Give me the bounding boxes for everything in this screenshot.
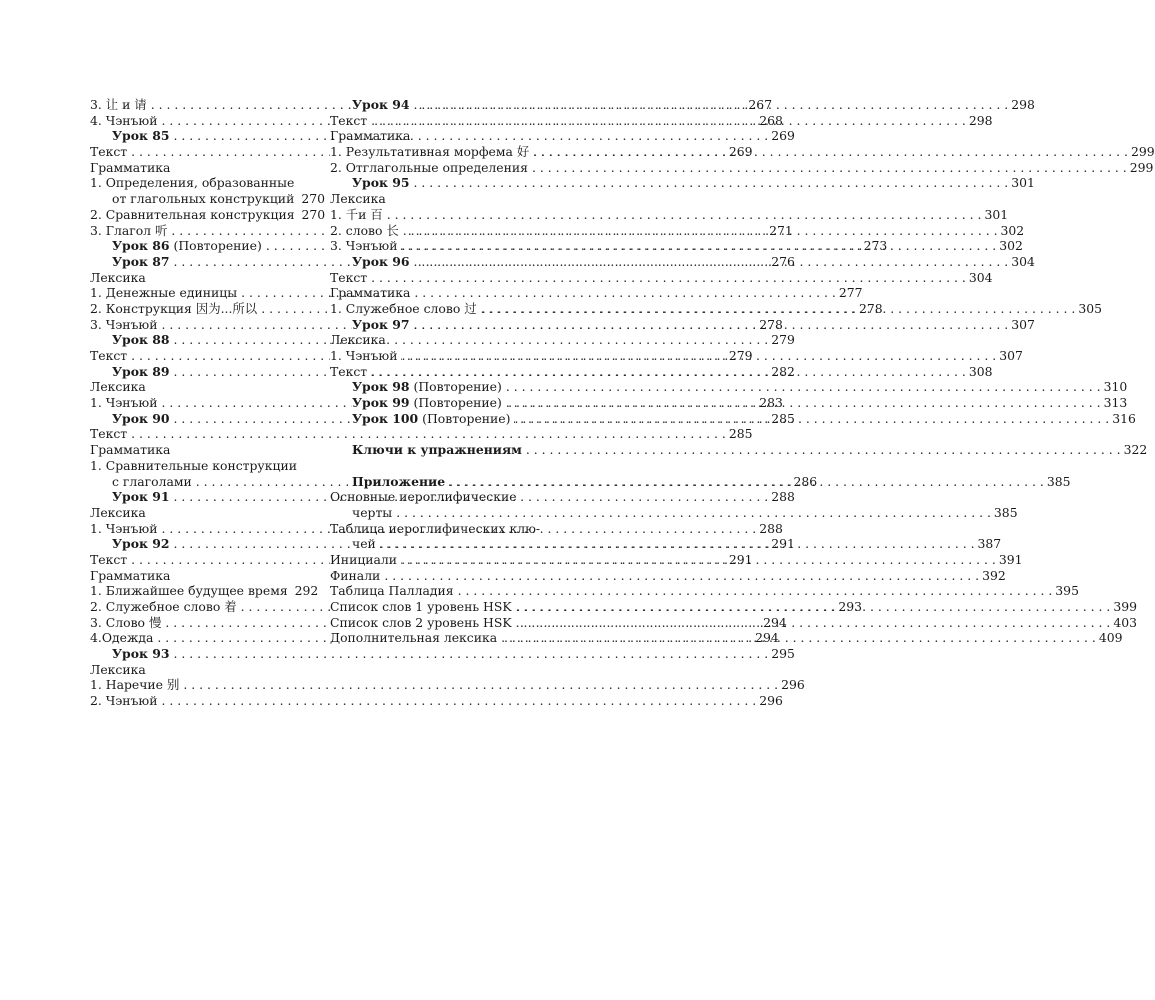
toc-entry-label: Урок 87 <box>112 254 174 270</box>
toc-entry-page-number: 278 <box>756 317 783 333</box>
toc-entry-label: Текст <box>90 426 131 442</box>
toc-entry-label: 1. 千и 百 <box>330 207 387 223</box>
toc-entry-page-number: 276 <box>768 254 795 270</box>
dot-leader <box>501 630 1096 646</box>
toc-entry-label: 1. Наречие 别 <box>90 677 183 693</box>
toc-entry-label: Список слов 2 уровень HSK <box>330 615 516 631</box>
toc-entry-label: Таблица иероглифических клю- <box>330 520 541 536</box>
dot-leader <box>371 113 966 129</box>
toc-entry <box>330 191 568 207</box>
toc-entry-label: Урок 100 <box>352 411 422 427</box>
toc-entry-page-number: 313 <box>1101 395 1128 411</box>
toc-entry-label: Урок 91 <box>112 489 174 505</box>
toc-entry <box>330 489 568 505</box>
toc-entry-page-number: 298 <box>966 113 993 129</box>
toc-entry-label: Таблица Палладия <box>330 583 458 599</box>
toc-entry-page-number: 292 <box>292 583 319 599</box>
toc-entry-page-number: 291 <box>768 536 795 552</box>
toc-entry <box>90 568 302 584</box>
dot-leader <box>401 238 996 254</box>
toc-entry-label: Лексика <box>330 332 386 348</box>
toc-entry-label: черты <box>352 505 396 521</box>
toc-entry-page-number: 270 <box>299 207 326 223</box>
toc-entry <box>90 693 783 709</box>
toc-entry-page-number: 385 <box>991 505 1018 521</box>
toc-entry-label: Лексика <box>90 661 146 677</box>
dot-leader <box>387 207 982 223</box>
toc-entry-label: Урок 92 <box>112 536 174 552</box>
toc-entry-label: Урок 97 <box>352 317 414 333</box>
toc-entry <box>90 191 325 207</box>
toc-entry <box>90 583 319 599</box>
dot-leader <box>516 615 1111 631</box>
dot-leader <box>371 270 966 286</box>
toc-entry <box>90 442 302 458</box>
dot-leader <box>481 301 1076 317</box>
toc-entry-label: с глаголами <box>112 474 196 490</box>
toc-entry <box>330 285 568 301</box>
toc-entry-page-number: 298 <box>1008 97 1035 113</box>
toc-entry <box>330 567 1006 584</box>
toc-entry-label: Урок 89 <box>112 364 174 380</box>
toc-entry-label: 1. Результативная морфема 好 <box>330 144 533 160</box>
toc-entry-suffix: (Повторение) <box>414 395 506 411</box>
toc-entry-label: 1. Сравнительные конструкции <box>90 457 297 473</box>
toc-entry-page-number: 299 <box>1127 160 1154 176</box>
toc-entry-page-number: 269 <box>768 128 795 144</box>
toc-entry-page-number: 301 <box>1008 175 1035 191</box>
toc-entry <box>330 159 1154 176</box>
toc-entry-label: 2. Чэнъюй <box>90 693 161 709</box>
toc-entry-label: Текст <box>330 270 371 286</box>
toc-entry-page-number: 285 <box>726 426 753 442</box>
toc-entry-label: 3. Чэнъюй <box>330 238 401 254</box>
toc-entry-label: 3. Чэнъюй <box>90 317 161 333</box>
toc-entry-page-number: 267 <box>745 97 772 113</box>
dot-leader <box>401 552 996 568</box>
dot-leader <box>380 536 975 552</box>
dot-leader <box>414 254 1009 270</box>
toc-entry <box>90 175 302 191</box>
toc-entry-page-number: 269 <box>726 144 753 160</box>
toc-entry <box>90 662 302 678</box>
toc-entry-page-number: 307 <box>996 348 1023 364</box>
toc-entry <box>330 128 568 144</box>
dot-leader <box>532 160 1127 176</box>
dot-leader <box>414 317 1009 333</box>
dot-leader <box>183 677 778 693</box>
toc-entry-label: 4. Чэнъюй <box>90 113 161 129</box>
dot-leader <box>414 97 1009 113</box>
toc-entry-page-number: 294 <box>752 630 779 646</box>
toc-entry <box>90 646 795 662</box>
toc-entry-label: Грамматика <box>90 442 171 458</box>
toc-entry-page-number: 283 <box>756 395 783 411</box>
dot-leader <box>506 379 1101 395</box>
toc-entry-page-number: 294 <box>760 615 787 631</box>
toc-entry-label: Финали <box>330 568 384 584</box>
toc-entry-page-number: 271 <box>766 223 793 239</box>
toc-entry-page-number: 316 <box>1109 411 1136 427</box>
toc-entry <box>90 270 302 286</box>
toc-entry-label: Приложение <box>352 474 449 490</box>
toc-entry-page-number: 304 <box>1008 254 1035 270</box>
toc-entry <box>330 504 1018 521</box>
toc-entry-page-number: 291 <box>726 552 753 568</box>
toc-entry-page-number: 278 <box>856 301 883 317</box>
toc-entry-suffix: (Повторение) <box>174 238 266 254</box>
dot-leader <box>371 364 966 380</box>
toc-entry-label: 1. Ближайшее будущее время <box>90 583 292 599</box>
toc-entry-page-number: 293 <box>835 599 862 615</box>
toc-entry-page-number: 409 <box>1096 630 1123 646</box>
toc-entry-label: 2. Служебное слово 着 <box>90 599 241 615</box>
toc-spacer <box>330 458 568 474</box>
toc-entry <box>90 206 326 223</box>
toc-entry-label: Лексика <box>330 191 386 207</box>
toc-entry-label: Текст <box>330 113 371 129</box>
dot-leader <box>533 144 1128 160</box>
toc-entry <box>330 583 1079 599</box>
toc-entry-page-number: 391 <box>996 552 1023 568</box>
dot-leader <box>161 693 756 709</box>
toc-entry-page-number: 288 <box>768 489 795 505</box>
toc-entry-page-number: 299 <box>1128 144 1155 160</box>
dot-leader <box>414 175 1009 191</box>
toc-entry-label: Лексика <box>90 269 146 285</box>
toc-entry-label: Грамматика <box>330 128 411 144</box>
toc-entry-page-number: 302 <box>998 223 1025 239</box>
toc-entry <box>330 206 1009 223</box>
dot-leader <box>384 568 979 584</box>
toc-entry-label: 1. Денежные единицы <box>90 285 241 301</box>
toc-entry-label: Урок 86 <box>112 238 174 254</box>
toc-entry <box>90 677 805 693</box>
toc-entry-label: Текст <box>90 552 131 568</box>
toc-entry <box>330 175 1035 191</box>
toc-entry-label: Список слов 1 уровень HSK <box>330 599 516 615</box>
toc-entry-page-number: 270 <box>298 191 325 207</box>
toc-entry-page-number: 273 <box>861 238 888 254</box>
toc-entry-page-number: 282 <box>768 364 795 380</box>
toc-entry-page-number: 322 <box>1121 442 1148 458</box>
toc-entry-label: Урок 99 <box>352 395 414 411</box>
dot-leader <box>516 599 1111 615</box>
toc-entry-suffix: (Повторение) <box>414 379 506 395</box>
toc-entry <box>90 426 753 442</box>
toc-entry-label: 2. Отглагольные определения <box>330 160 532 176</box>
toc-entry-page-number: 296 <box>778 677 805 693</box>
toc-entry-label: 4.Одежда <box>90 630 157 646</box>
toc-entry-label: 1. Определения, образованные <box>90 175 295 191</box>
toc-entry-page-number: 302 <box>996 238 1023 254</box>
toc-entry-suffix: (Повторение) <box>422 411 514 427</box>
dot-leader <box>401 348 996 364</box>
toc-entry-page-number: 399 <box>1110 599 1137 615</box>
toc-entry-label: Основные иероглифические <box>330 489 517 505</box>
toc-entry-page-number: 286 <box>790 474 817 490</box>
toc-entry <box>90 160 302 176</box>
toc-entry-page-number: 308 <box>966 364 993 380</box>
toc-entry-label: 2. Конструкция 因为...所以 <box>90 301 261 317</box>
toc-entry-page-number: 403 <box>1110 615 1137 631</box>
toc-entry-label: Грамматика <box>90 159 171 175</box>
toc-entry-page-number: 307 <box>1008 317 1035 333</box>
toc-entry <box>330 442 1148 458</box>
toc-entry-label: 3. Слово 慢 <box>90 615 165 631</box>
toc-entry-label: Грамматика <box>330 285 411 301</box>
toc-entry-label: Дополнительная лексика <box>330 630 501 646</box>
toc-entry-label: Урок 98 <box>352 379 414 395</box>
toc-entry <box>90 458 302 474</box>
toc-entry <box>330 332 568 348</box>
toc-entry-page-number: 295 <box>768 646 795 662</box>
toc-entry-page-number: 395 <box>1052 583 1079 599</box>
toc-entry-label: Урок 85 <box>112 128 174 144</box>
dot-leader <box>514 411 1109 427</box>
toc-entry-label: 3. 让 и 请 <box>90 97 151 113</box>
dot-leader <box>458 583 1053 599</box>
toc-entry-label: Урок 93 <box>112 646 174 662</box>
toc-entry-label: Лексика <box>90 379 146 395</box>
toc-entry-label: Лексика <box>90 504 146 520</box>
dot-leader <box>403 223 998 239</box>
toc-entry-label: 1. Чэнъюй <box>90 395 161 411</box>
dot-leader <box>526 442 1121 458</box>
toc-entry-label: Ключи к упражнениям <box>352 442 526 458</box>
toc-entry-label: Инициали <box>330 552 401 568</box>
toc-entry-label: Урок 94 <box>352 97 414 113</box>
toc-entry-page-number: 301 <box>981 207 1008 223</box>
toc-entry-page-number: 277 <box>836 285 863 301</box>
toc-entry-label: Текст <box>90 348 131 364</box>
toc-entry-page-number: 304 <box>966 270 993 286</box>
toc-entry-label: 1. Чэнъюй <box>330 348 401 364</box>
toc-entry-label: Урок 95 <box>352 175 414 191</box>
toc-entry-page-number: 279 <box>768 332 795 348</box>
toc-entry-label: Грамматика <box>90 567 171 583</box>
toc-entry-page-number: 310 <box>1101 379 1128 395</box>
toc-entry <box>330 269 993 286</box>
toc-entry-label: 3. Глагол 听 <box>90 223 171 239</box>
dot-leader <box>449 474 1044 490</box>
toc-entry-page-number: 385 <box>1044 474 1071 490</box>
toc-entry-label: Урок 96 <box>352 254 414 270</box>
toc-spacer <box>330 426 568 442</box>
dot-leader <box>506 395 1101 411</box>
toc-entry-page-number: 296 <box>756 693 783 709</box>
toc-entry-page-number: 288 <box>756 521 783 537</box>
toc-entry-label: Урок 88 <box>112 332 174 348</box>
toc-entry-label: Текст <box>330 364 371 380</box>
toc-entry-page-number: 285 <box>768 411 795 427</box>
toc-entry-label: 2. Сравнительная конструкция <box>90 207 299 223</box>
toc-entry-label: Урок 90 <box>112 411 174 427</box>
toc-entry-label: 1. Чэнъюй <box>90 521 161 537</box>
dot-leader <box>174 646 769 662</box>
toc-entry-page-number: 268 <box>756 113 783 129</box>
toc-entry-page-number: 305 <box>1075 301 1102 317</box>
toc-entry-label: Текст <box>90 144 131 160</box>
dot-leader <box>396 505 991 521</box>
toc-entry-label: чей <box>352 536 380 552</box>
toc-entry-page-number: 392 <box>979 568 1006 584</box>
toc-entry <box>330 379 1128 395</box>
toc-entry-page-number: 279 <box>726 348 753 364</box>
toc-entry-page-number: 387 <box>975 536 1002 552</box>
toc-entry <box>90 505 302 521</box>
toc-entry <box>90 379 302 395</box>
toc-entry-label: 1. Служебное слово 过 <box>330 301 481 317</box>
toc-entry-label: 2. слово 长 <box>330 223 403 239</box>
toc-entry-label: от глагольных конструкций <box>112 191 298 207</box>
toc-entry <box>330 521 568 537</box>
